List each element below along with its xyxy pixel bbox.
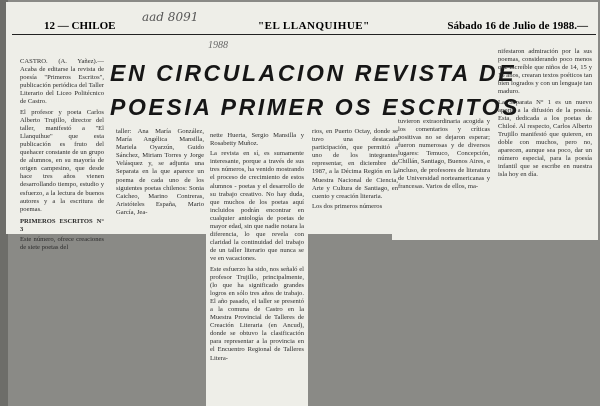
paragraph: El profesor y poeta Carlos Alberto Trujillo, director del taller, manifestó a "El Llanquihue" que esta publicación es fruto del quehacer constante de un grupo de alumnos, en su mayoría de origen campesino, que desde hace tres años vienen desarrollando tiempo, estudio y esfuerzo, a la lectura de buenos autores y a la escritura de poemas. bbox=[20, 108, 104, 213]
paragraph: rios, en Puerto Octay, donde se tuvo una destacada participación, que permitió a uno de los integrantes representar, en diciembre de 1987, a la Décima Región en la Muestra Nacional de Ciencia, Arte y Cultura de Santiago, en cuento y creación literaria. bbox=[312, 128, 398, 200]
handwritten-archive-note: aad 8091 bbox=[142, 10, 199, 24]
article-column-4 bbox=[312, 128, 398, 220]
section-subheading: PRIMEROS ESCRITOS N° 3 bbox=[20, 217, 104, 233]
article-column-2 bbox=[116, 128, 204, 230]
headline-line-2: POESIA PRIMER OS ESCRITOS bbox=[110, 94, 521, 120]
paragraph: CASTRO. (A. Yañez).— Acaba de editarse la revista de poesía "Primeros Escritos", publicación periódica del Taller Literario del Liceo Politécnico de Castro. bbox=[20, 58, 104, 106]
article-column-5 bbox=[398, 118, 490, 214]
article-column-6 bbox=[498, 48, 592, 218]
page-section: 12 — CHILOE bbox=[44, 20, 116, 32]
newspaper-name: "EL LLANQUIHUE" bbox=[258, 20, 370, 32]
article-column-3 bbox=[210, 132, 304, 402]
paragraph: nette Huerta, Sergio Mansilla y Rosabetty Muñoz. bbox=[210, 132, 304, 148]
publication-date: Sábado 16 de Julio de 1988.— bbox=[447, 20, 588, 32]
paragraph: nifestaron admiración por la sus poemas, considerando poco menos que increíble que niños de 14, 15 y 16 años, crearan textos poéticos tan bien logrados y con un lenguaje tan maduro. bbox=[498, 48, 592, 96]
paragraph: Los dos primeros números bbox=[312, 202, 383, 210]
article-headline bbox=[110, 56, 530, 124]
paragraph: Este número, ofrece creaciones de siete poetas del bbox=[20, 235, 104, 252]
handwritten-year: 1988 bbox=[208, 40, 228, 51]
newspaper-header bbox=[12, 10, 596, 35]
paragraph: taller: Ana María González, María Angélica Mansilla, Mariela Oyarzún, Guido Sánchez, Miriam Torres y Jorge Velásquez y, se adjunta una Separata en la que aparece un poema de cada uno de los siguientes poetas chilenos: Sonia Caicheo, Marino Contreras, Aristóteles España, Mario García, Jea- bbox=[116, 128, 204, 216]
paragraph: Este esfuerzo ha sido, nos señaló el profesor Trujillo, principalmente, (lo que ha significado grandes logros en sólo tres años de trabajo. El año pasado, el taller se presentó a la comuna de Castro en la Muestra Provincial de Talleres de Creación Literaria (en Ancud), donde se obtuvo la clasificación para representar a la provincia en el Encuentro Regional de Talleres Litera- bbox=[210, 265, 304, 362]
paragraph: tuvieron extraordinaria acogida y los comentarios y críticas positivas no se dejaron esperar; fueron numerosas y de diversos lugares: Temuco, Concepción, Chillán, Santiago, Buenos Aires, e incluso, de profesores de literatura de Universidad norteamericanas y francesas. Varios de ellos, ma- bbox=[398, 118, 490, 190]
headline-line-1: EN CIRCULACION REVISTA DE bbox=[110, 60, 517, 86]
article-column-1 bbox=[20, 58, 104, 252]
paragraph: La revista en sí, es sumamente interesante, porque a través de sus tres números, ha venido mostrando el proceso de crecimiento de estos alumnos - poetas y el desarrollo de su trabajo creativo. No hay duda, que muchos de los poetas aquí incluidos podrán encontrar en cualquier antología de poetas de mayor edad, sin que nadie notara la diferencia, lo que revela con claridad la continuidad del trabajo de un taller literario que nunca se ve en vacaciones. bbox=[210, 150, 304, 263]
paragraph: La Separata N° 1 es un nuevo aporte a la difusión de la poesía. Esta, dedicada a los poetas de Chiloé. Al respecto, Carlos Alberto Trujillo manifestó que quieren, en doble con muchos, pero no, aparecen, aunque sea poco, dar un número especial, para la poesía infantil que se escribe en nuestra isla hoy en día. bbox=[498, 98, 592, 179]
